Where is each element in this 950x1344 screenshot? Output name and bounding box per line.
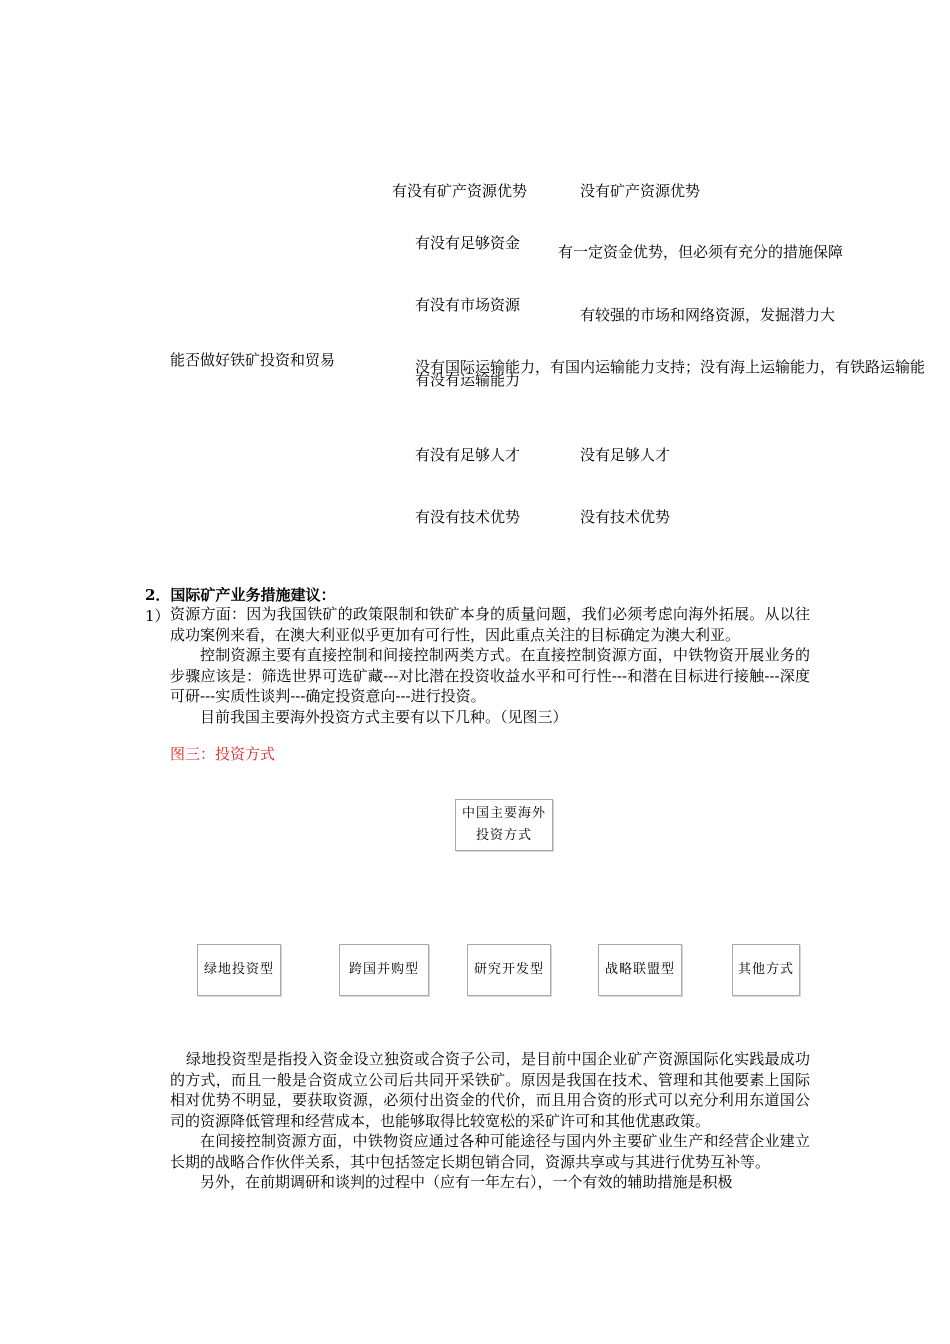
diagram-top-box (455, 799, 553, 851)
list-number: 1） (145, 607, 170, 625)
tree-answer-talent: 没有足够人才 (580, 446, 671, 464)
tree-question-talent: 有没有足够人才 (415, 446, 521, 464)
tree-root: 能否做好铁矿投资和贸易 (170, 351, 336, 369)
tree-question-tech: 有没有技术优势 (415, 508, 521, 526)
diagram-box-greenfield (197, 944, 281, 996)
tree-question-market: 有没有市场资源 (415, 296, 521, 314)
diagram-box-alliance (598, 944, 682, 996)
diagram-box-label: 绿地投资型 (203, 962, 274, 977)
diagram-box-label: 战略联盟型 (604, 962, 675, 977)
diagram-box-rnd (467, 944, 551, 996)
section-paragraphs (170, 604, 810, 727)
paragraph-indirect: 在间接控制资源方面，中铁物资应通过各种可能途径与国内外主要矿业生产和经营企业建立长期的战略合作伙伴关系，其中包括签定长期包销合同，资源共享或与其进行优势互补等。 (170, 1132, 810, 1171)
tree-question-transport: 有没有运输能力 (415, 371, 521, 389)
section-heading: 2．国际矿产业务措施建议： (145, 586, 336, 604)
diagram-box-label: 研究开发型 (473, 962, 544, 977)
diagram-box-label: 其他方式 (737, 962, 794, 977)
diagram-top-label: 中国主要海外投资方式 (461, 806, 546, 843)
tree-answer-resource: 没有矿产资源优势 (580, 182, 701, 200)
paragraph-resources: 资源方面：因为我国铁矿的政策限制和铁矿本身的质量问题，我们必须考虑向海外拓展。从以往成功案例来看，在澳大利亚似乎更加有可行性，因此重点关注的目标确定为澳大利亚。 (170, 605, 810, 644)
tree-answer-market: 有较强的市场和网络资源，发掘潜力大 (580, 306, 836, 324)
tree-question-resource: 有没有矿产资源优势 (392, 182, 528, 200)
tree-answer-funds: 有一定资金优势，但必须有充分的措施保障 (558, 243, 844, 261)
paragraph-methods: 目前我国主要海外投资方式主要有以下几种。（见图三） (200, 707, 568, 726)
diagram-box-label: 跨国并购型 (348, 962, 419, 977)
paragraph-control: 控制资源主要有直接控制和间接控制两类方式。在直接控制资源方面，中铁物资开展业务的步骤应该是：筛选世界可选矿藏---对比潜在投资收益水平和可行性---和潜在目标进行接触---深度可研---实质性谈判---确定投资意向---进行投资。 (170, 646, 810, 705)
tree-answer-transport: 没有国际运输能力，有国内运输能力支持；没有海上运输能力，有铁路运输能 (415, 359, 926, 376)
tree-question-funds: 有没有足够资金 (415, 234, 521, 252)
diagram-box-other (732, 944, 800, 996)
paragraph-greenfield: 绿地投资型是指投入资金设立独资或合资子公司，是目前中国企业矿产资源国际化实践最成功的方式，而且一般是合资成立公司后共同开采铁矿。原因是我国在技术、管理和其他要素上国际相对优势不明显，要获取资源，必须付出资金的代价，而且用合资的形式可以充分利用东道国公司的资源降低管理和经营成本，也能够取得比较宽松的采矿许可和其他优惠政策。 (170, 1050, 810, 1130)
figure-caption: 图三：投资方式 (170, 745, 276, 763)
paragraph-other: 另外，在前期调研和谈判的过程中（应有一年左右），一个有效的辅助措施是积极 (200, 1173, 733, 1191)
diagram-box-mna (339, 944, 429, 996)
body-paragraphs (170, 1049, 810, 1193)
tree-answer-tech: 没有技术优势 (580, 508, 671, 526)
